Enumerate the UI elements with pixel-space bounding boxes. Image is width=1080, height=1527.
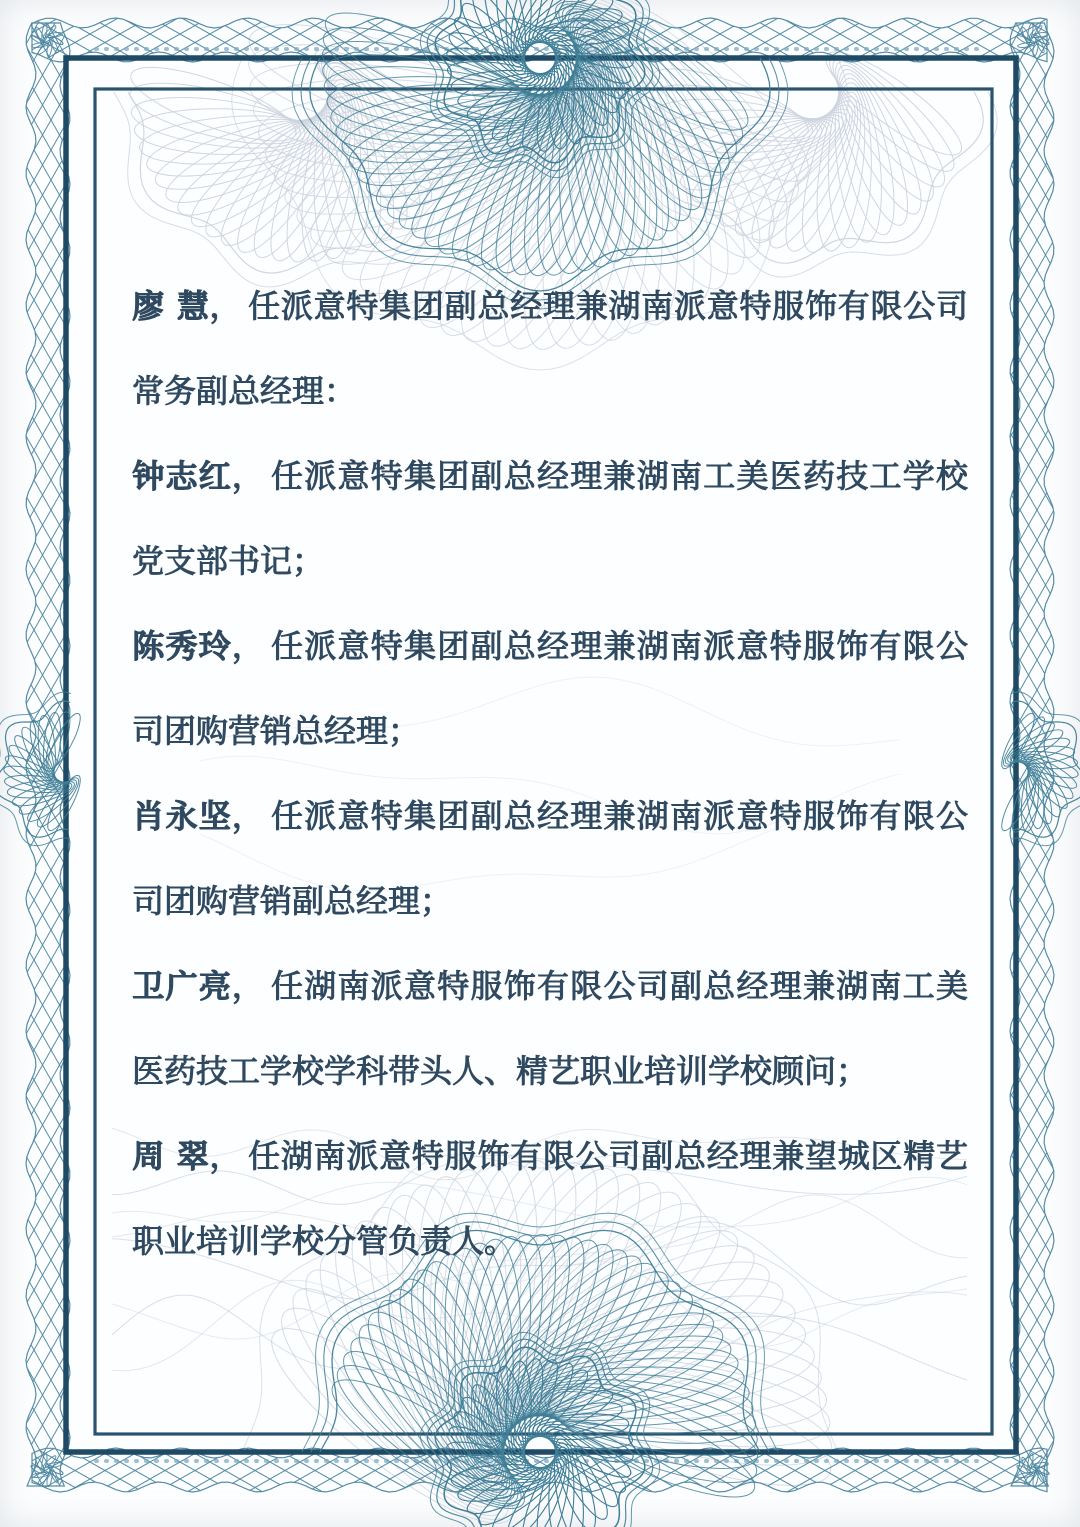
appointment-line xyxy=(132,604,968,689)
person-name: 廖 慧 xyxy=(132,287,210,325)
person-name: 肖永坚 xyxy=(132,797,232,835)
appointment-title-continued: 职业培训学校分管负责人。 xyxy=(132,1222,517,1260)
comma: ， xyxy=(209,1137,243,1175)
comma: ， xyxy=(209,287,243,325)
appointment-title: 任派意特集团副总经理兼湖南派意特服饰有限公 xyxy=(271,627,968,665)
comma: ， xyxy=(231,627,265,665)
appointment-title: 任湖南派意特服饰有限公司副总经理兼望城区精艺 xyxy=(248,1137,968,1175)
appointment-line xyxy=(132,264,968,349)
comma: ， xyxy=(231,967,265,1005)
appointment-line xyxy=(132,774,968,859)
appointment-title: 任派意特集团副总经理兼湖南派意特服饰有限公司 xyxy=(248,287,968,325)
person-name: 卫广亮 xyxy=(132,967,232,1005)
comma: ， xyxy=(231,457,265,495)
person-name: 陈秀玲 xyxy=(132,627,232,665)
appointment-line xyxy=(132,944,968,1029)
appointment-line-continued xyxy=(132,1029,968,1114)
person-name: 钟志红 xyxy=(132,457,232,495)
appointment-title: 任湖南派意特服饰有限公司副总经理兼湖南工美 xyxy=(271,967,968,1005)
appointment-line-continued xyxy=(132,859,968,944)
appointment-line-continued xyxy=(132,689,968,774)
appointment-line-continued xyxy=(132,349,968,434)
appointment-line-continued xyxy=(132,1199,968,1284)
person-name: 周 翠 xyxy=(132,1137,210,1175)
appointment-title-continued: 医药技工学校学科带头人、精艺职业培训学校顾问； xyxy=(132,1052,869,1090)
appointment-title: 任派意特集团副总经理兼湖南工美医药技工学校 xyxy=(271,457,968,495)
comma: ， xyxy=(231,797,265,835)
appointment-title: 任派意特集团副总经理兼湖南派意特服饰有限公 xyxy=(271,797,968,835)
appointment-title-continued: 司团购营销总经理； xyxy=(132,712,421,750)
appointment-line xyxy=(132,434,968,519)
appointment-title-continued: 党支部书记； xyxy=(132,542,325,580)
appointment-line-continued xyxy=(132,519,968,604)
appointment-title-continued: 常务副总经理： xyxy=(132,372,357,410)
appointment-title-continued: 司团购营销副总经理； xyxy=(132,882,453,920)
appointment-line xyxy=(132,1114,968,1199)
appointments-list xyxy=(132,264,968,1284)
